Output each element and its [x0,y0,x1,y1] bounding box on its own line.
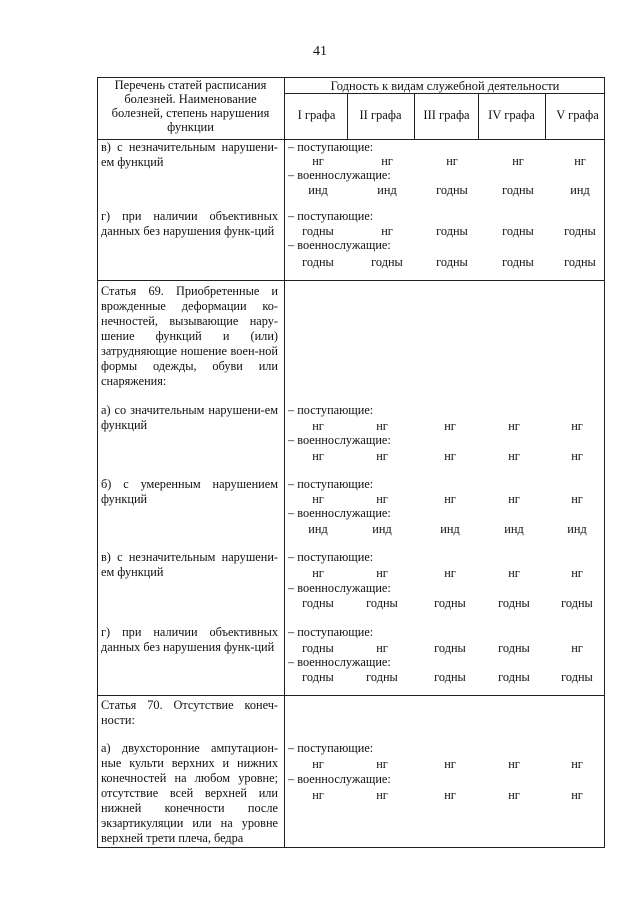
value-cell: годны [302,670,334,684]
value-cell: инд [308,522,328,536]
value-cell: годны [502,224,534,238]
servicemen-label: – военнослужащие: [288,506,391,520]
row-text: б) с умеренным нарушением функций [101,477,278,506]
value-cell: нг [444,566,456,580]
applicants-label: – поступающие: [288,625,374,639]
value-cell: годны [434,670,466,684]
value-cell: инд [372,522,392,536]
value-cell: нг [574,154,586,168]
value-cell: годны [564,255,596,269]
header-list-title: Перечень статей расписания болезней. Наименование болезней, степень нарушения функции [111,78,270,134]
value-cell: инд [504,522,524,536]
value-cell: нг [312,757,324,771]
value-cell: годны [366,596,398,610]
value-cell: нг [512,154,524,168]
value-cell: нг [508,788,520,802]
value-cell: годны [434,641,466,655]
value-cell: годны [436,224,468,238]
value-cell: нг [446,154,458,168]
header-fitness-title: Годность к видам служебной деятельности [330,79,560,93]
value-cell: нг [376,566,388,580]
value-cell: годны [561,596,593,610]
value-cell: нг [444,788,456,802]
value-cell: нг [312,154,324,168]
servicemen-label: – военнослужащие: [288,772,391,786]
value-cell: годны [564,224,596,238]
value-cell: годны [561,670,593,684]
value-cell: нг [444,492,456,506]
column-header-5: V графа [556,108,599,122]
value-cell: инд [567,522,587,536]
servicemen-label: – военнослужащие: [288,581,391,595]
value-cell: нг [312,419,324,433]
column-header-3: III графа [423,108,470,122]
value-cell: нг [312,788,324,802]
value-cell: нг [381,154,393,168]
servicemen-label: – военнослужащие: [288,168,391,182]
applicants-label: – поступающие: [288,477,374,491]
column-divider-main [284,77,285,848]
article-69-rule [97,280,605,281]
value-cell: годны [498,641,530,655]
value-cell: нг [444,449,456,463]
row-text: в) с незначительным нарушени-ем функций [101,550,278,579]
value-cell: нг [571,641,583,655]
value-cell: годны [498,670,530,684]
value-cell: нг [444,419,456,433]
applicants-label: – поступающие: [288,741,374,755]
servicemen-label: – военнослужащие: [288,238,391,252]
applicants-label: – поступающие: [288,550,374,564]
value-cell: нг [571,788,583,802]
value-cell: нг [571,757,583,771]
column-header-4: IV графа [488,108,535,122]
value-cell: годны [366,670,398,684]
value-cell: годны [302,224,334,238]
row-text: в) с незначительным нарушени-ем функций [101,140,278,169]
value-cell: нг [376,641,388,655]
value-cell: нг [571,492,583,506]
servicemen-label: – военнослужащие: [288,655,391,669]
value-cell: годны [502,183,534,197]
value-cell: нг [508,757,520,771]
applicants-label: – поступающие: [288,209,374,223]
value-cell: нг [376,492,388,506]
value-cell: годны [302,255,334,269]
value-cell: нг [508,566,520,580]
row-text: а) двухсторонние ампутацион-ные культи верхних и нижних конечностей на любом уровне; отсутствие всей верхней или нижней конечности после экзартикуляции или на уровне верхней трети плеча, бедра [101,741,278,845]
value-cell: годны [502,255,534,269]
value-cell: нг [508,492,520,506]
article-70-title: Статья 70. Отсутствие конеч-ности: [101,698,278,727]
value-cell: годны [434,596,466,610]
row-text: г) при наличии объективных данных без нарушения функ-ций [101,625,278,654]
value-cell: годны [302,641,334,655]
value-cell: нг [571,419,583,433]
row-text: а) со значительным нарушени-ем функций [101,403,278,432]
value-cell: инд [570,183,590,197]
value-cell: нг [376,788,388,802]
article-70-rule [97,695,605,696]
value-cell: годны [436,183,468,197]
value-cell: инд [440,522,460,536]
value-cell: годны [371,255,403,269]
value-cell: нг [376,419,388,433]
header-divider-right [284,93,605,94]
value-cell: инд [377,183,397,197]
value-cell: годны [302,596,334,610]
value-cell: нг [508,449,520,463]
value-cell: годны [436,255,468,269]
applicants-label: – поступающие: [288,403,374,417]
value-cell: нг [312,449,324,463]
page-number: 41 [313,44,327,59]
value-cell: нг [376,449,388,463]
applicants-label: – поступающие: [288,140,374,154]
row-text: г) при наличии объективных данных без нарушения функ-ций [101,209,278,238]
value-cell: инд [308,183,328,197]
value-cell: нг [376,757,388,771]
column-header-1: I графа [297,108,336,122]
value-cell: нг [381,224,393,238]
value-cell: нг [312,566,324,580]
value-cell: нг [444,757,456,771]
value-cell: нг [312,492,324,506]
column-header-2: II графа [359,108,402,122]
article-69-title: Статья 69. Приобретенные и врожденные деформации ко-нечностей, вызывающие нару-шение функций и (или) затрудняющие ношение воен-ной формы одежды, обуви или снаряжения: [101,284,278,388]
value-cell: нг [571,449,583,463]
servicemen-label: – военнослужащие: [288,433,391,447]
column-divider-3 [478,93,479,139]
value-cell: годны [498,596,530,610]
value-cell: нг [571,566,583,580]
value-cell: нг [508,419,520,433]
